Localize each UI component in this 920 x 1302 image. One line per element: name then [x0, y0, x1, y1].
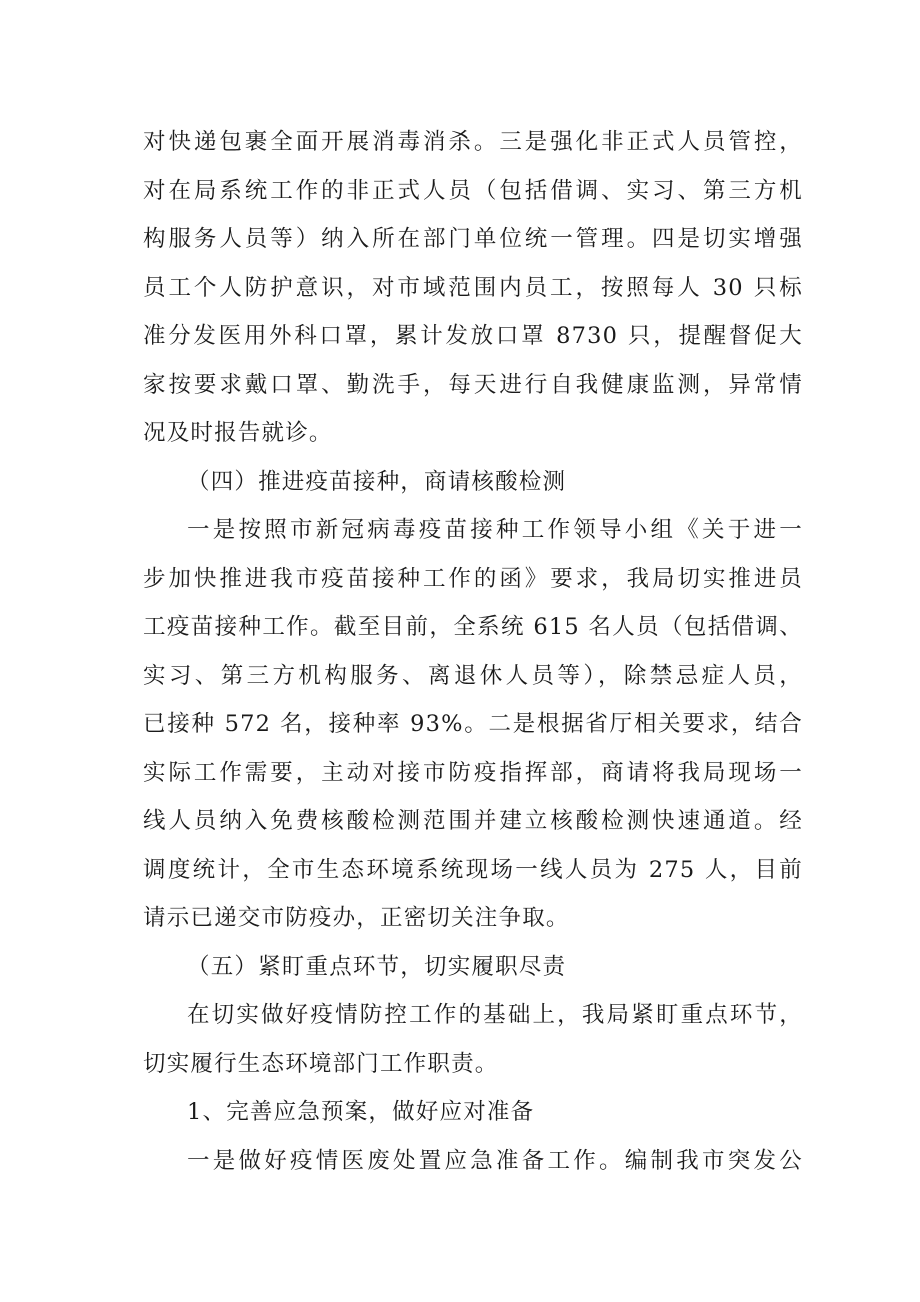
text-line: 准分发医用外科口罩，累计发放口罩 8730 只，提醒督促大: [143, 323, 803, 349]
text-line: 一是做好疫情医废处置应急准备工作。编制我市突发公: [187, 1147, 803, 1174]
text-line: 切实履行生态环境部门工作职责。: [143, 1050, 499, 1077]
text-line: 员工个人防护意识，对市域范围内员工，按照每人 30 只标: [143, 274, 803, 301]
text-line: 对在局系统工作的非正式人员（包括借调、实习、第三方机: [143, 177, 803, 204]
document-body: [143, 118, 803, 1185]
text-line: 工疫苗接种工作。截至目前，全系统 615 名人员（包括借调、: [143, 614, 803, 640]
section-heading: （五）紧盯重点环节，切实履职尽责: [187, 953, 567, 980]
text-line: 实习、第三方机构服务、离退休人员等），除禁忌症人员，: [143, 662, 803, 689]
text-line: 家按要求戴口罩、勤洗手，每天进行自我健康监测，异常情: [143, 371, 803, 398]
text-line: 在切实做好疫情防控工作的基础上，我局紧盯重点环节，: [187, 1002, 803, 1028]
text-line: 实际工作需要，主动对接市防疫指挥部，商请将我局现场一: [143, 759, 803, 786]
text-line: 况及时报告就诊。: [143, 420, 333, 446]
subsection-heading: 1、完善应急预案，做好应对准备: [187, 1099, 535, 1125]
text-line: 步加快推进我市疫苗接种工作的函》要求，我局切实推进员: [143, 565, 803, 592]
text-line: 线人员纳入免费核酸检测范围并建立核酸检测快速通道。经: [143, 808, 803, 834]
text-line: 对快递包裹全面开展消毒消杀。三是强化非正式人员管控，: [143, 129, 803, 155]
text-line: 调度统计，全市生态环境系统现场一线人员为 275 人，目前: [143, 856, 803, 883]
text-line: 一是按照市新冠病毒疫苗接种工作领导小组《关于进一: [187, 517, 803, 543]
section-heading: （四）推进疫苗接种，商请核酸检测: [187, 468, 567, 495]
text-line: 已接种 572 名，接种率 93%。二是根据省厅相关要求，结合: [143, 711, 803, 737]
text-line: 构服务人员等）纳入所在部门单位统一管理。四是切实增强: [143, 226, 803, 252]
text-line: 请示已递交市防疫办，正密切关注争取。: [143, 905, 570, 931]
